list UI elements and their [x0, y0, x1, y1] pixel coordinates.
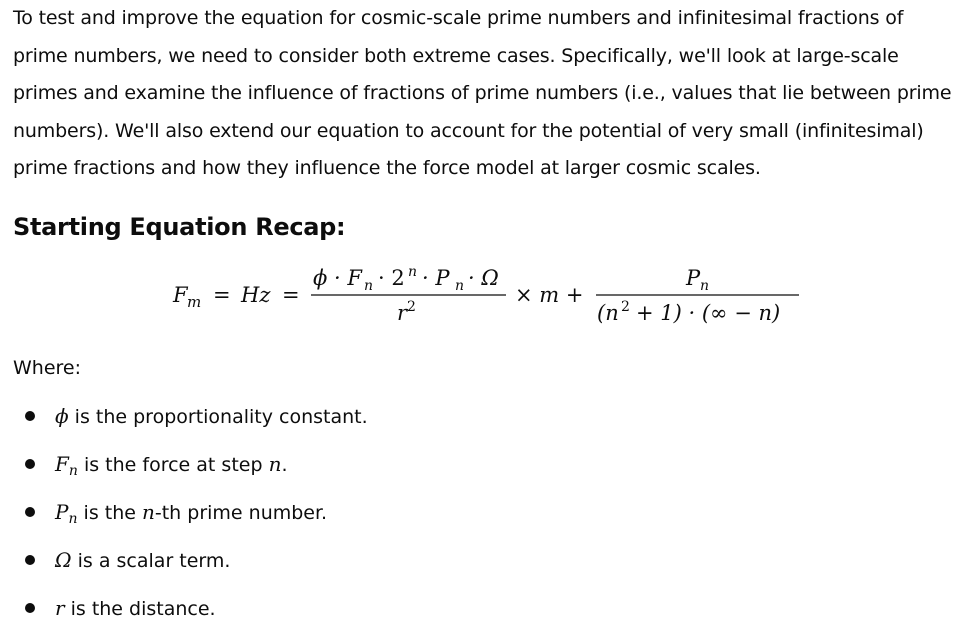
frac1-numerator-b: · 2: [378, 266, 405, 290]
where-label: Where:: [13, 357, 82, 379]
bullet-icon: [25, 555, 35, 565]
list-item-content: [55, 542, 230, 579]
symbol: r: [55, 596, 65, 620]
frac2-denominator-b: + 1) · (∞ − n): [636, 301, 781, 325]
frac1-numerator-c-sub: n: [455, 278, 465, 294]
frac1-numerator-exp: n: [408, 264, 418, 280]
intro-paragraph: To test and improve the equation for cosmic-scale prime numbers and infinitesimal fractions of prime numbers, we need to consider both extreme cases. Specifically, we'll look at large-scale primes and examine the influence of fractions of prime numbers (i.e., values that lie between prime numbers). We'll also extend our equation to account for the potential of very small (infinitesimal) prime fractions and how they influence the force model at larger cosmic scales.: [13, 7, 952, 179]
equation-block: [0, 262, 967, 332]
eq-equals-2: =: [282, 283, 300, 307]
frac1-numerator-sub: n: [364, 278, 374, 294]
symbol: ϕ: [55, 404, 69, 428]
bullet-icon: [25, 507, 35, 517]
section-heading: Starting Equation Recap:: [13, 213, 346, 241]
frac2-numerator-sub: n: [700, 278, 710, 294]
eq-equals-1: =: [213, 283, 231, 307]
inline-symbol: n: [141, 500, 155, 524]
eq-lhs-f: F: [173, 283, 188, 307]
list-item-content: [55, 446, 288, 489]
frac1-denominator-exp: 2: [407, 299, 416, 315]
bullet-icon: [25, 411, 35, 421]
symbol: F: [55, 452, 69, 476]
frac2-denominator-exp: 2: [621, 299, 630, 315]
frac1-numerator-a: ϕ · F: [313, 266, 362, 290]
frac1-numerator-d: · Ω: [468, 266, 499, 290]
list-item: [0, 542, 967, 590]
bullet-icon: [25, 603, 35, 613]
description: is the: [77, 502, 142, 524]
description: is the distance.: [64, 598, 216, 620]
list-item: [0, 590, 967, 638]
description-end: .: [281, 454, 288, 476]
list-item-content: [55, 398, 368, 435]
description-end: -th prime number.: [154, 502, 328, 524]
description: is the force at step: [77, 454, 269, 476]
eq-hz: Hz: [241, 283, 271, 307]
definition-list: [0, 398, 967, 638]
eq-times-m-plus: × m +: [515, 283, 584, 307]
frac1-numerator-c: · P: [422, 266, 450, 290]
bullet-icon: [25, 459, 35, 469]
list-item-content: [55, 590, 216, 627]
description: is a scalar term.: [71, 550, 231, 572]
list-item: [0, 494, 967, 542]
list-item-content: [55, 494, 327, 537]
frac1-denominator: r: [397, 301, 408, 325]
list-item: [0, 398, 967, 446]
inline-symbol: n: [268, 452, 282, 476]
description: is the proportionality constant.: [68, 406, 368, 428]
symbol: P: [55, 500, 69, 524]
list-item: [0, 446, 967, 494]
symbol-subscript: n: [68, 463, 78, 479]
symbol-subscript: n: [68, 511, 78, 527]
eq-lhs-f-sub: m: [187, 293, 202, 311]
symbol: Ω: [55, 548, 72, 572]
frac2-numerator: P: [686, 266, 701, 290]
frac2-denominator-a: (n: [597, 301, 619, 325]
